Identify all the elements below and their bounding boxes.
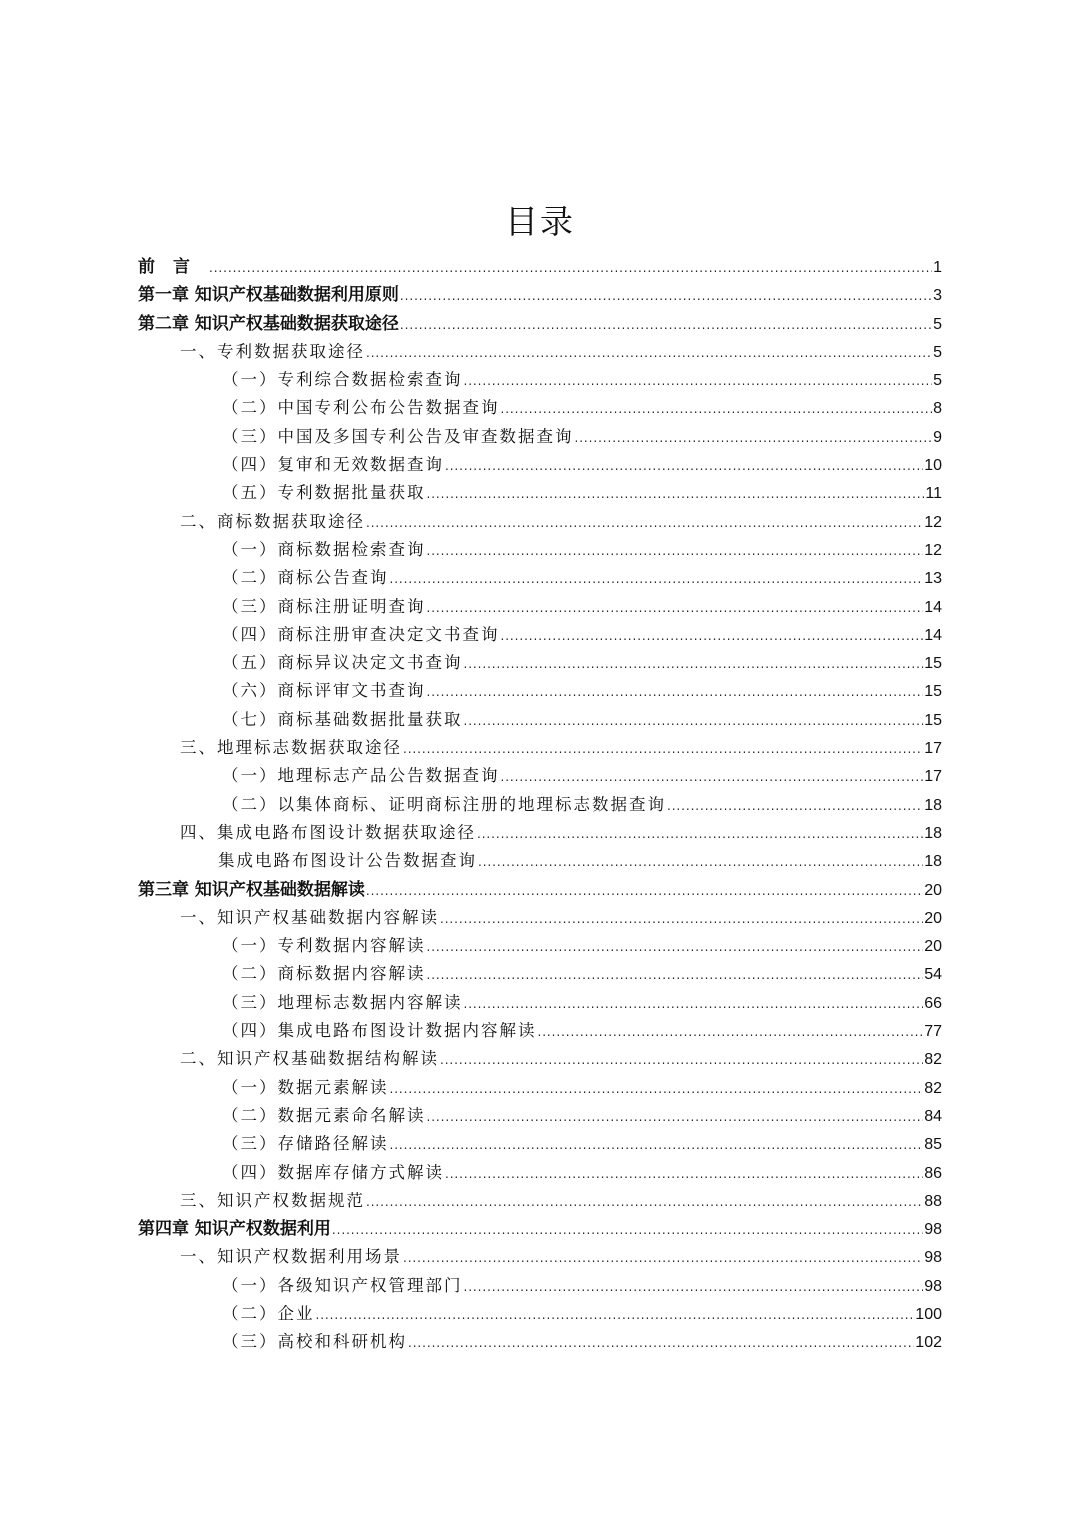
toc-entry-page-number: 10 <box>924 457 942 475</box>
toc-entry-page-number: 100 <box>915 1305 942 1323</box>
dot-leader <box>403 735 923 763</box>
page-title: 目录 <box>505 202 575 241</box>
toc-entry-label: 一、专利数据获取途径 <box>180 341 365 361</box>
toc-entry[interactable] <box>138 310 942 338</box>
dot-leader <box>390 565 924 593</box>
toc-entry[interactable] <box>138 479 942 507</box>
toc-entry-page-number: 20 <box>924 909 942 927</box>
toc-entry-page-number: 1 <box>933 259 942 276</box>
toc-entry-label: （一）各级知识产权管理部门 <box>222 1275 463 1295</box>
dot-leader <box>316 1301 915 1329</box>
toc-entry[interactable] <box>138 876 942 904</box>
dot-leader <box>440 905 923 933</box>
toc-entry-label: （三）中国及多国专利公告及审查数据查询 <box>222 426 574 446</box>
table-of-contents <box>138 253 942 1357</box>
toc-entry[interactable] <box>138 536 942 564</box>
toc-entry-label: （二）数据元素命名解读 <box>222 1105 426 1125</box>
toc-entry[interactable] <box>138 1300 942 1328</box>
toc-entry-page-number: 98 <box>924 1249 942 1267</box>
dot-leader <box>464 1273 924 1301</box>
toc-entry[interactable] <box>138 564 942 592</box>
toc-entry[interactable] <box>138 338 942 366</box>
toc-entry-page-number: 12 <box>924 513 942 531</box>
toc-entry-page-number: 54 <box>924 966 942 984</box>
toc-entry[interactable] <box>138 1215 942 1243</box>
toc-entry-label: （二）商标公告查询 <box>222 568 389 588</box>
toc-entry-page-number: 84 <box>924 1107 942 1125</box>
dot-leader <box>478 848 923 876</box>
toc-entry[interactable] <box>138 904 942 932</box>
toc-entry-label: 二、商标数据获取途径 <box>180 511 365 531</box>
toc-entry-page-number: 18 <box>924 796 942 814</box>
toc-entry-label: （四）复审和无效数据查询 <box>222 455 444 475</box>
dot-leader <box>366 509 923 537</box>
toc-entry[interactable] <box>138 1159 942 1187</box>
toc-entry-label: 前言 <box>138 257 208 277</box>
toc-entry-label: （一）数据元素解读 <box>222 1077 389 1097</box>
toc-entry-page-number: 14 <box>924 626 942 644</box>
dot-leader <box>209 254 932 282</box>
toc-entry-page-number: 5 <box>933 372 942 390</box>
toc-entry[interactable] <box>138 1187 942 1215</box>
toc-entry[interactable] <box>138 394 942 422</box>
toc-entry-label: （七）商标基础数据批量获取 <box>222 709 463 729</box>
dot-leader <box>427 1103 924 1131</box>
toc-entry-page-number: 12 <box>924 541 942 559</box>
toc-entry[interactable] <box>138 366 942 394</box>
toc-entry[interactable] <box>138 593 942 621</box>
dot-leader <box>440 1046 923 1074</box>
dot-leader <box>445 1160 923 1188</box>
toc-entry-page-number: 102 <box>915 1334 942 1352</box>
toc-entry-page-number: 13 <box>924 570 942 588</box>
toc-entry[interactable] <box>138 451 942 479</box>
toc-entry[interactable] <box>138 1243 942 1271</box>
toc-entry-page-number: 82 <box>924 1079 942 1097</box>
dot-leader <box>427 480 925 508</box>
dot-leader <box>464 367 933 395</box>
toc-entry[interactable] <box>138 706 942 734</box>
toc-entry-label: 二、知识产权基础数据结构解读 <box>180 1049 439 1069</box>
toc-entry-label: （二）以集体商标、证明商标注册的地理标志数据查询 <box>222 794 666 814</box>
toc-entry-page-number: 77 <box>924 1023 942 1041</box>
toc-entry[interactable] <box>138 1130 942 1158</box>
toc-entry[interactable] <box>138 734 942 762</box>
toc-entry-page-number: 85 <box>924 1136 942 1154</box>
toc-entry-page-number: 15 <box>924 711 942 729</box>
toc-entry-label: （四）数据库存储方式解读 <box>222 1162 444 1182</box>
dot-leader <box>667 792 923 820</box>
toc-entry-label: 一、知识产权数据利用场景 <box>180 1247 402 1267</box>
toc-entry-page-number: 17 <box>924 768 942 786</box>
toc-entry-label: 四、集成电路布图设计数据获取途径 <box>180 822 476 842</box>
dot-leader <box>400 311 932 339</box>
dot-leader <box>427 678 924 706</box>
toc-entry-page-number: 98 <box>924 1221 942 1239</box>
dot-leader <box>464 990 924 1018</box>
toc-entry-page-number: 20 <box>924 881 942 899</box>
toc-entry[interactable] <box>138 1045 942 1073</box>
toc-entry-page-number: 9 <box>933 428 942 446</box>
dot-leader <box>403 1244 923 1272</box>
dot-leader <box>366 339 932 367</box>
toc-entry[interactable] <box>138 508 942 536</box>
toc-entry-page-number: 15 <box>924 683 942 701</box>
toc-entry-page-number: 66 <box>924 994 942 1012</box>
toc-entry-page-number: 82 <box>924 1051 942 1069</box>
toc-entry-page-number: 3 <box>933 287 942 305</box>
toc-entry-page-number: 11 <box>925 485 942 503</box>
toc-entry-label: 第二章 知识产权基础数据获取途径 <box>138 313 399 334</box>
dot-leader <box>332 1216 923 1244</box>
toc-entry-page-number: 5 <box>933 315 942 333</box>
toc-entry[interactable] <box>138 791 942 819</box>
toc-entry-label: （二）中国专利公布公告数据查询 <box>222 398 500 418</box>
dot-leader <box>501 622 924 650</box>
toc-entry[interactable] <box>138 847 942 875</box>
dot-leader <box>427 933 924 961</box>
toc-entry[interactable] <box>138 960 942 988</box>
toc-entry[interactable] <box>138 253 942 281</box>
toc-entry[interactable] <box>138 1074 942 1102</box>
dot-leader <box>366 877 923 905</box>
toc-entry-page-number: 8 <box>933 400 942 418</box>
toc-entry-label: （二）商标数据内容解读 <box>222 964 426 984</box>
toc-entry[interactable] <box>138 621 942 649</box>
toc-entry-label: 三、知识产权数据规范 <box>180 1190 365 1210</box>
toc-entry[interactable] <box>138 1272 942 1300</box>
toc-entry-label: （一）专利综合数据检索查询 <box>222 370 463 390</box>
toc-entry-label: （二）企业 <box>222 1303 315 1323</box>
toc-entry[interactable] <box>138 819 942 847</box>
toc-entry[interactable] <box>138 281 942 309</box>
dot-leader <box>464 650 924 678</box>
toc-entry[interactable] <box>138 423 942 451</box>
toc-entry-label: （四）集成电路布图设计数据内容解读 <box>222 1021 537 1041</box>
dot-leader <box>408 1329 914 1357</box>
toc-entry-label: （三）存储路径解读 <box>222 1134 389 1154</box>
dot-leader <box>366 1188 923 1216</box>
toc-entry-label: 三、地理标志数据获取途径 <box>180 738 402 758</box>
toc-entry-page-number: 15 <box>924 655 942 673</box>
toc-entry-page-number: 5 <box>933 343 942 361</box>
toc-entry-label: （三）地理标志数据内容解读 <box>222 992 463 1012</box>
toc-entry-label: （四）商标注册审查决定文书查询 <box>222 624 500 644</box>
toc-entry-label: 一、知识产权基础数据内容解读 <box>180 907 439 927</box>
toc-entry-page-number: 86 <box>924 1164 942 1182</box>
toc-entry[interactable] <box>138 677 942 705</box>
toc-entry[interactable] <box>138 1017 942 1045</box>
dot-leader <box>501 763 924 791</box>
toc-entry-page-number: 20 <box>924 938 942 956</box>
toc-entry[interactable] <box>138 1328 942 1356</box>
toc-entry[interactable] <box>138 1102 942 1130</box>
dot-leader <box>427 537 924 565</box>
toc-entry-page-number: 98 <box>924 1277 942 1295</box>
toc-entry[interactable] <box>138 932 942 960</box>
dot-leader <box>501 395 933 423</box>
toc-entry-label: 第四章 知识产权数据利用 <box>138 1219 331 1240</box>
dot-leader <box>445 452 923 480</box>
toc-entry-page-number: 18 <box>924 853 942 871</box>
toc-entry-page-number: 17 <box>924 740 942 758</box>
toc-entry-page-number: 18 <box>924 824 942 842</box>
dot-leader <box>390 1131 924 1159</box>
toc-entry-page-number: 88 <box>924 1192 942 1210</box>
toc-entry-label: （六）商标评审文书查询 <box>222 681 426 701</box>
toc-entry-label: 集成电路布图设计公告数据查询 <box>218 851 477 871</box>
toc-entry-label: （五）专利数据批量获取 <box>222 483 426 503</box>
dot-leader <box>538 1018 924 1046</box>
toc-entry-label: （一）专利数据内容解读 <box>222 936 426 956</box>
toc-entry-label: （一）地理标志产品公告数据查询 <box>222 766 500 786</box>
dot-leader <box>464 707 924 735</box>
toc-entry-label: （三）商标注册证明查询 <box>222 596 426 616</box>
toc-entry[interactable] <box>138 989 942 1017</box>
toc-entry[interactable] <box>138 649 942 677</box>
toc-entry-label: （三）高校和科研机构 <box>222 1332 407 1352</box>
toc-entry-page-number: 14 <box>924 598 942 616</box>
dot-leader <box>427 594 924 622</box>
toc-entry-label: （五）商标异议决定文书查询 <box>222 653 463 673</box>
toc-entry-label: 第一章 知识产权基础数据利用原则 <box>138 285 399 306</box>
toc-entry-label: （一）商标数据检索查询 <box>222 539 426 559</box>
toc-entry[interactable] <box>138 762 942 790</box>
dot-leader <box>477 820 923 848</box>
dot-leader <box>575 424 933 452</box>
dot-leader <box>400 282 932 310</box>
dot-leader <box>390 1075 924 1103</box>
dot-leader <box>427 961 924 989</box>
toc-entry-label: 第三章 知识产权基础数据解读 <box>138 879 365 900</box>
